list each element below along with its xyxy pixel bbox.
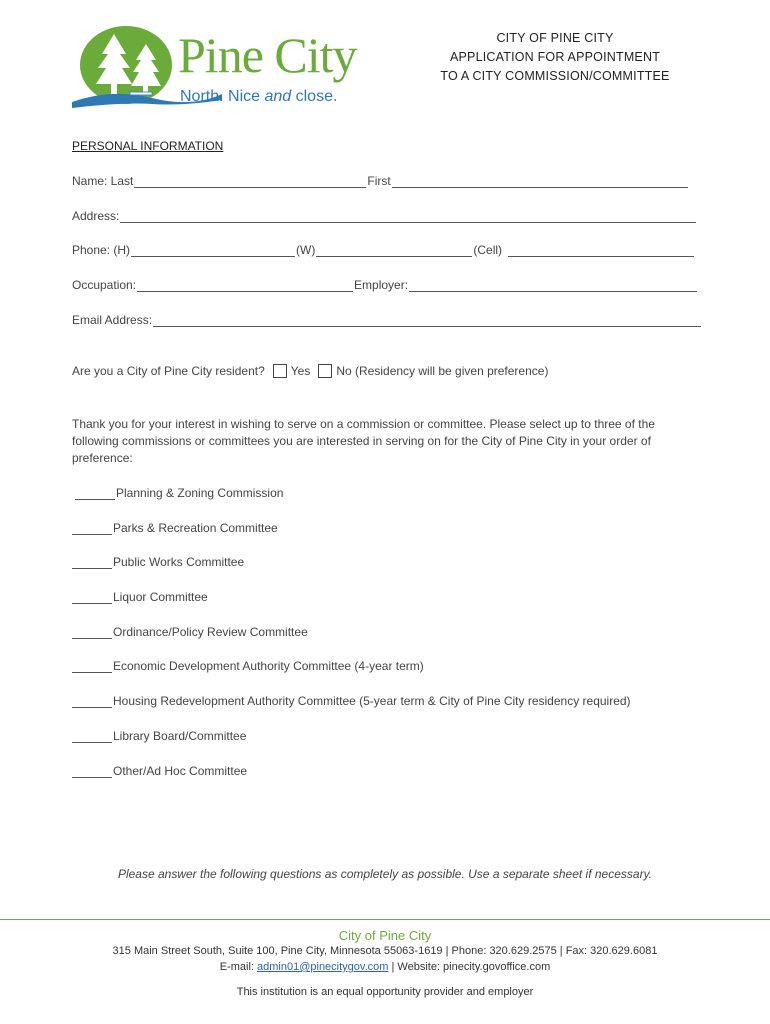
first-name-field[interactable] (392, 175, 688, 188)
footer-contact (0, 961, 770, 973)
title-line-2: APPLICATION FOR APPOINTMENT (449, 50, 661, 64)
phone-cell-label: (Cell) (473, 243, 503, 257)
phone-cell-field[interactable] (508, 244, 694, 257)
footer-equal-opportunity: This institution is an equal opportunity provider and employer (236, 986, 534, 998)
footer-email-link[interactable]: admin01@pinecitygov.com (257, 961, 389, 973)
committee-label: Planning & Zoning Commission (116, 486, 284, 500)
title-line-3: TO A CITY COMMISSION/COMMITTEE (440, 69, 670, 83)
personal-info-heading: PERSONAL INFORMATION (72, 139, 224, 153)
footer-email-label: E-mail: (219, 961, 258, 973)
employer-field[interactable] (409, 279, 697, 292)
last-name-field[interactable] (134, 175, 366, 188)
pine-city-logo (72, 26, 392, 112)
committee-choice (72, 729, 246, 743)
committee-choice (72, 625, 308, 639)
occupation-label: Occupation: (72, 278, 137, 292)
resident-yes-checkbox[interactable] (273, 364, 287, 378)
employer-label: Employer: (354, 278, 409, 292)
committee-choice (72, 694, 631, 708)
preference-blank[interactable] (72, 766, 112, 778)
footer-website: | Website: pinecity.govoffice.com (388, 961, 551, 973)
preference-blank[interactable] (75, 488, 115, 500)
committee-choice (72, 555, 244, 569)
intro-paragraph: Thank you for your interest in wishing to serve on a commission or committee. Please select up to three of the following commissions or committees you are interested in serving on for the City of Pine City in your order of preference: (72, 417, 655, 465)
committee-choice (72, 659, 424, 673)
committee-choice (75, 486, 283, 500)
committee-choice (72, 521, 278, 535)
preference-blank[interactable] (72, 592, 112, 604)
phone-row (72, 243, 695, 257)
committee-label: Other/Ad Hoc Committee (113, 764, 248, 778)
committee-label: Ordinance/Policy Review Committee (113, 625, 308, 639)
committee-label: Library Board/Committee (113, 729, 247, 743)
preference-blank[interactable] (72, 557, 112, 569)
address-label: Address: (72, 209, 120, 223)
committee-choice (72, 590, 208, 604)
name-row (72, 174, 689, 188)
resident-no-label: No (Residency will be given preference) (336, 364, 549, 378)
logo-name: Pine City (178, 27, 357, 83)
address-row (72, 209, 697, 223)
preference-blank[interactable] (72, 523, 112, 535)
phone-home-label: Phone: (H) (72, 243, 131, 257)
resident-question: Are you a City of Pine City resident? (72, 364, 265, 378)
preference-blank[interactable] (72, 696, 112, 708)
footer-divider (0, 919, 770, 920)
title-line-1: CITY OF PINE CITY (496, 31, 614, 45)
committee-label: Public Works Committee (113, 555, 245, 569)
preference-blank[interactable] (72, 627, 112, 639)
phone-work-label: (W) (296, 243, 316, 257)
committee-label: Housing Redevelopment Authority Committee (5-year term & City of Pine City residency required) (113, 694, 631, 708)
preference-blank[interactable] (72, 731, 112, 743)
resident-question-row (72, 364, 548, 378)
first-name-label: First (367, 174, 391, 188)
email-label: Email Address: (72, 313, 153, 327)
committee-label: Economic Development Authority Committee (4-year term) (113, 659, 424, 673)
occupation-row (72, 278, 698, 292)
instruction-note: Please answer the following questions as completely as possible. Use a separate sheet if necessary. (117, 867, 653, 881)
committee-choice (72, 764, 247, 778)
committee-label: Parks & Recreation Committee (113, 521, 278, 535)
phone-home-field[interactable] (131, 244, 295, 257)
preference-blank[interactable] (72, 661, 112, 673)
last-name-label: Name: Last (72, 174, 134, 188)
resident-no-checkbox[interactable] (318, 364, 332, 378)
footer-address: 315 Main Street South, Suite 100, Pine City, Minnesota 55063-1619 | Phone: 320.629.2575 | Fax: 320.629.6081 (112, 945, 658, 957)
email-row (72, 313, 702, 327)
phone-work-field[interactable] (316, 244, 472, 257)
footer-city-name: City of Pine City (338, 928, 432, 943)
resident-yes-label: Yes (290, 364, 311, 378)
committee-label: Liquor Committee (113, 590, 208, 604)
document-title (420, 29, 690, 86)
email-field[interactable] (153, 314, 701, 327)
occupation-field[interactable] (137, 279, 353, 292)
address-field[interactable] (120, 210, 696, 223)
logo-tagline: North. Nice and close. (180, 88, 338, 105)
